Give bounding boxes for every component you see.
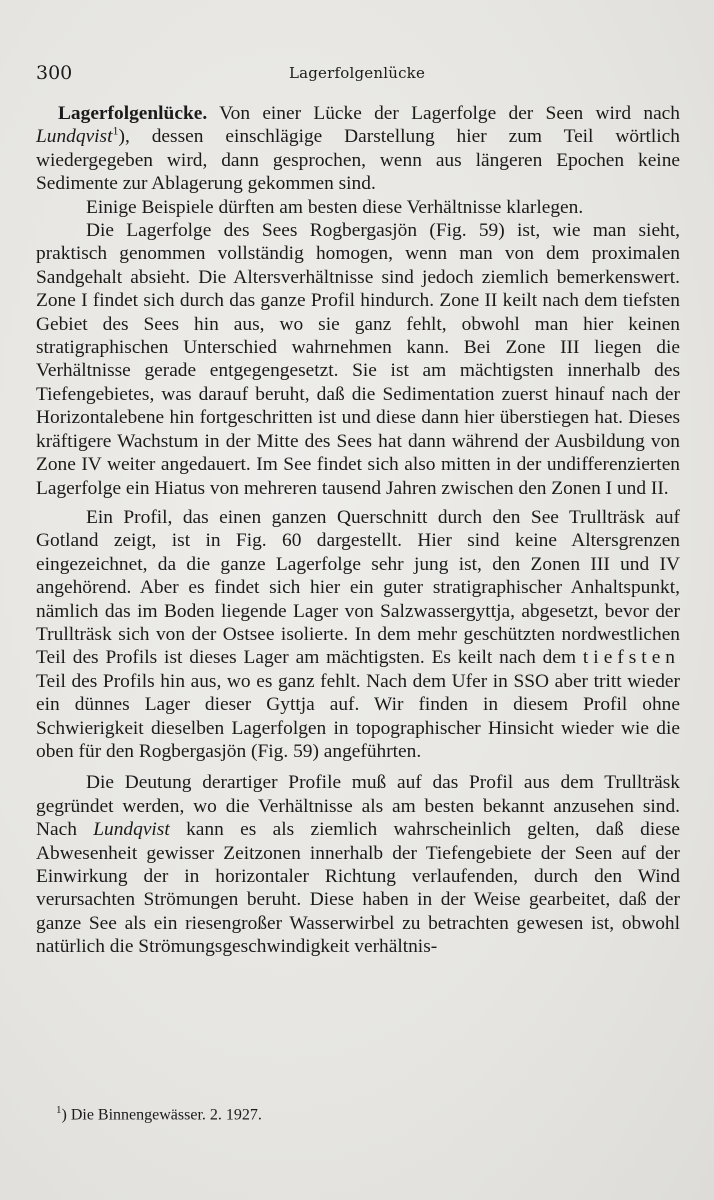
body-text <box>36 102 680 959</box>
paragraph-3: Die Lagerfolge des Sees Rogbergasjön (Fig. 59) ist, wie man sieht, praktisch genommen vollständig homogen, wenn man von dem proximalen Sandgehalt absieht. Die Altersverhältnisse sind jedoch ziemlich bemerkenswert. Zone I findet sich durch das ganze Profil hindurch. Zone II keilt nach dem tiefsten Gebiet des Sees hin aus, wo sie ganz fehlt, obwohl man hier keinen stratigraphischen Unterschied wahrnehmen kann. Bei Zone III liegen die Verhältnisse gerade entgegengesetzt. Sie ist am mächtigsten innerhalb des Tiefengebietes, was darauf beruht, daß die Sedimentation zuerst hinauf nach der Horizontalebene hin fortgeschritten ist und diese dann hier überstiegen hat. Dieses kräftigere Wachstum in der Mitte des Sees hat dann während der Ausbildung von Zone IV weiter angedauert. Im See findet sich also mitten in der undifferenzierten Lagerfolge ein Hiatus von mehreren tausend Jahren zwischen den Zonen I und II. <box>36 220 680 499</box>
paragraph-4 <box>36 506 680 763</box>
paragraph-1-text-b: ), dessen einschlägige Darstellung hier zum Teil wörtlich wiedergegeben wird, dann gesprochen, wenn aus längeren Epochen keine Sedimente zur Ablagerung gekommen sind. <box>36 126 680 195</box>
footnote-reference: 1 <box>112 123 119 138</box>
headword: Lagerfolgenlücke. <box>58 103 208 124</box>
paragraph-5-text-a: Die Deutung derartiger Profile muß auf das Profil aus dem Trullträsk gegründet werden, wo die Verhältnisse als am besten bekannt anzusehen sind. Nach <box>36 772 680 841</box>
paragraph-4-text-b: Teil des Profils hin aus, wo es ganz fehlt. Nach dem Ufer in SSO aber tritt wieder ein dünnes Lager dieser Gyttja auf. Wir finden in diesem Profil ohne Schwierigkeit dieselben Lagerfolgen in topographischer Hinsicht wieder wie die oben für den Rogbergasjön (Fig. 59) angeführten. <box>36 670 680 762</box>
emphasized-word: tiefsten <box>582 647 680 669</box>
paragraph-1-text-a: Von einer Lücke der Lagerfolge der Seen wird nach <box>207 103 680 124</box>
paragraph-1 <box>36 102 680 196</box>
paragraph-gap <box>36 763 680 771</box>
footnote-text: ) Die Binnengewässer. 2. 1927. <box>61 1106 262 1124</box>
page-number: 300 <box>36 62 73 84</box>
footnote-mark: 1 <box>56 1104 62 1116</box>
footnote <box>56 1104 262 1124</box>
paragraph-4-text-a: Ein Profil, das einen ganzen Querschnitt durch den See Trullträsk auf Gotland zeigt, ist in Fig. 60 dargestellt. Hier sind keine Altersgrenzen eingezeichnet, da die ganze Lagerfolge sehr jung ist, den Zonen III und IV angehörend. Aber es findet sich hier ein guter stratigraphischer Anhaltspunkt, nämlich das im Boden liegende Lager von Salzwassergyttja, abgesetzt, bevor der Trullträsk sich von der Ostsee isolierte. In dem mehr geschützten nordwestlichen Teil des Profils ist dieses Lager am mächtigsten. Es keilt nach dem <box>36 506 680 669</box>
paragraph-2: Einige Beispiele dürften am besten diese Verhältnisse klarlegen. <box>86 196 584 218</box>
paragraph-5-text-b: kann es als ziemlich wahrscheinlich gelten, daß diese Abwesenheit gewisser Zeitzonen innerhalb der Tiefengebiete der Seen auf der Einwirkung der in horizontaler Richtung verlaufenden, durch den Wind verursachten Strömungen beruht. Diese haben in der Weise gearbeitet, daß der ganze See als ein riesengroßer Wasserwirbel zu betrachten gewesen ist, obwohl natürlich die Strömungsgeschwindigkeit verhältnis- <box>36 819 680 958</box>
author-name: Lundqvist <box>36 126 113 148</box>
paragraph-5 <box>36 771 680 958</box>
running-title: Lagerfolgenlücke <box>288 64 426 82</box>
author-name: Lundqvist <box>93 819 170 841</box>
